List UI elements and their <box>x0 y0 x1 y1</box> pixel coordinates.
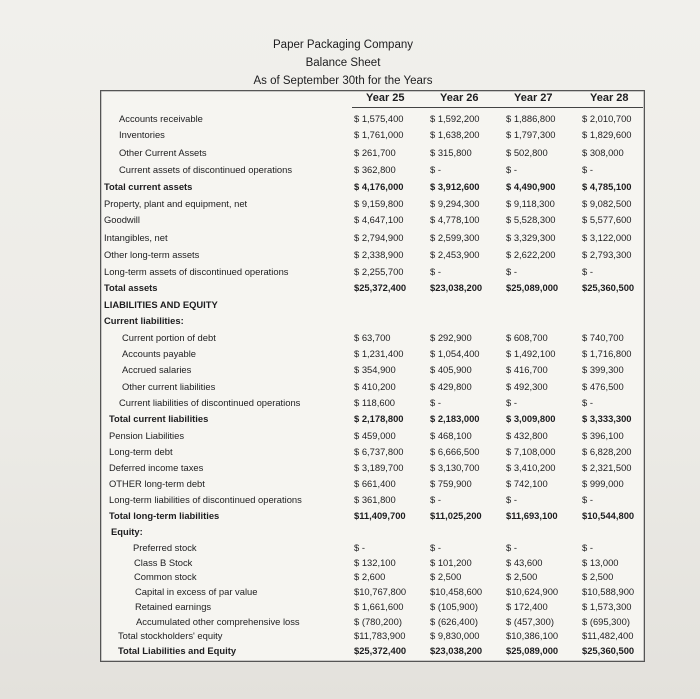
cell: $ 410,200 <box>354 381 396 392</box>
cell: $23,038,200 <box>430 645 483 656</box>
cell: $11,409,700 <box>354 510 406 521</box>
cell: $ 3,009,800 <box>506 413 556 424</box>
cell: $ 459,000 <box>354 430 396 441</box>
cell: $ - <box>582 397 593 408</box>
row-label: Current liabilities of discontinued operations <box>119 397 301 408</box>
row-label: Deferred income taxes <box>109 462 204 473</box>
cell: $ 9,159,800 <box>354 198 404 209</box>
cell: $ (780,200) <box>354 616 402 627</box>
cell: $ 2,500 <box>582 571 614 582</box>
table-row <box>100 600 643 614</box>
table-row <box>100 615 643 629</box>
table-row <box>100 180 643 194</box>
cell: $ 492,300 <box>506 381 548 392</box>
cell: $ 315,800 <box>430 147 472 158</box>
cell: $10,624,900 <box>506 586 559 597</box>
cell: $11,693,100 <box>506 510 558 521</box>
cell: $ - <box>582 164 593 175</box>
cell: $ 361,800 <box>354 494 396 505</box>
cell: $ - <box>354 542 365 553</box>
cell: $ 4,647,100 <box>354 214 404 225</box>
cell: $ 9,118,300 <box>506 198 555 209</box>
table-row <box>100 412 643 426</box>
row-label: Intangibles, net <box>104 232 168 243</box>
row-label: Pension Liabilities <box>109 430 185 441</box>
cell: $ 2,500 <box>430 571 462 582</box>
cell: $ 1,592,200 <box>430 113 480 124</box>
cell: $ - <box>430 494 441 505</box>
row-label: Current portion of debt <box>122 332 216 343</box>
row-label: Property, plant and equipment, net <box>104 198 248 209</box>
cell: $ 2,453,900 <box>430 249 480 260</box>
cell: $ 101,200 <box>430 557 472 568</box>
cell: $ 5,577,600 <box>582 214 632 225</box>
row-label: OTHER long-term debt <box>109 478 205 489</box>
row-label: Total current assets <box>104 181 193 192</box>
table-row <box>100 347 643 361</box>
row-label: Total long-term liabilities <box>109 510 220 521</box>
cell: $ 63,700 <box>354 332 391 343</box>
cell: $10,544,800 <box>582 510 635 521</box>
cell: $ 3,329,300 <box>506 232 556 243</box>
cell: $ 399,300 <box>582 364 624 375</box>
cell: $10,767,800 <box>354 586 407 597</box>
cell: $ - <box>506 164 517 175</box>
cell: $ 2,622,200 <box>506 249 556 260</box>
col-header-year25: Year 25 <box>366 92 405 104</box>
cell: $ 2,500 <box>506 571 538 582</box>
cell: $ 1,575,400 <box>354 113 404 124</box>
cell: $10,458,600 <box>430 586 483 597</box>
table-row <box>100 477 643 491</box>
cell: $10,386,100 <box>506 630 559 641</box>
table-row <box>100 112 643 126</box>
cell: $ 4,490,900 <box>506 181 556 192</box>
cell: $ 999,000 <box>582 478 624 489</box>
table-row <box>100 363 643 377</box>
row-label: Accounts receivable <box>119 113 203 124</box>
table-row <box>100 281 643 295</box>
cell: $ 502,800 <box>506 147 548 158</box>
cell: $ 9,830,000 <box>430 630 480 641</box>
cell: $25,089,000 <box>506 645 559 656</box>
table-row <box>100 128 643 142</box>
table-row <box>100 629 643 643</box>
cell: $ 3,130,700 <box>430 462 480 473</box>
cell: $ 261,700 <box>354 147 396 158</box>
cell: $ - <box>506 494 517 505</box>
row-label: Retained earnings <box>135 601 212 612</box>
header-rule <box>352 107 643 108</box>
cell: $ 9,294,300 <box>430 198 480 209</box>
cell: $ 740,700 <box>582 332 624 343</box>
cell: $ (695,300) <box>582 616 630 627</box>
cell: $ (105,900) <box>430 601 478 612</box>
table-row <box>100 493 643 507</box>
cell: $ 43,600 <box>506 557 543 568</box>
cell: $ 5,528,300 <box>506 214 556 225</box>
cell: $ - <box>582 542 593 553</box>
table-row <box>100 380 643 394</box>
table-row <box>100 570 643 584</box>
cell: $ 7,108,000 <box>506 446 556 457</box>
cell: $ 1,638,200 <box>430 129 480 140</box>
cell: $ 2,183,000 <box>430 413 480 424</box>
section-heading <box>100 298 643 312</box>
table-row <box>100 248 643 262</box>
cell: $23,038,200 <box>430 282 483 293</box>
cell: $ 1,054,400 <box>430 348 480 359</box>
section-heading <box>100 525 643 539</box>
cell: $ 432,800 <box>506 430 548 441</box>
col-header-year28: Year 28 <box>590 92 629 104</box>
cell: $ 3,122,000 <box>582 232 632 243</box>
cell: $ 1,661,600 <box>354 601 404 612</box>
cell: $ 362,800 <box>354 164 396 175</box>
cell: $25,360,500 <box>582 282 635 293</box>
row-label: Inventories <box>119 129 165 140</box>
cell: $ 308,000 <box>582 147 624 158</box>
row-label: Equity: <box>111 526 143 537</box>
row-label: Capital in excess of par value <box>135 586 258 597</box>
col-header-year27: Year 27 <box>514 92 553 104</box>
cell: $ 354,900 <box>354 364 396 375</box>
cell: $ 608,700 <box>506 332 548 343</box>
table-row <box>100 429 643 443</box>
cell: $10,588,900 <box>582 586 635 597</box>
cell: $ 4,176,000 <box>354 181 404 192</box>
cell: $ - <box>430 164 441 175</box>
table-row <box>100 445 643 459</box>
cell: $ (626,400) <box>430 616 478 627</box>
row-label: Goodwill <box>104 214 140 225</box>
cell: $11,482,400 <box>582 630 634 641</box>
cell: $ 476,500 <box>582 381 624 392</box>
cell: $ 759,900 <box>430 478 472 489</box>
cell: $ 6,666,500 <box>430 446 480 457</box>
cell: $11,025,200 <box>430 510 482 521</box>
table-row <box>100 197 643 211</box>
cell: $ 118,600 <box>354 397 396 408</box>
cell: $ - <box>582 494 593 505</box>
row-label: Other Current Assets <box>119 147 207 158</box>
table-row <box>100 331 643 345</box>
table-row <box>100 509 643 523</box>
cell: $ 416,700 <box>506 364 548 375</box>
cell: $ 1,231,400 <box>354 348 404 359</box>
report-title: Balance Sheet <box>305 57 381 69</box>
row-label: Common stock <box>134 571 197 582</box>
cell: $ - <box>506 542 517 553</box>
cell: $ 13,000 <box>582 557 619 568</box>
cell: $ - <box>506 266 517 277</box>
cell: $ 6,737,800 <box>354 446 404 457</box>
table-row <box>100 585 643 599</box>
table-row <box>100 146 643 160</box>
row-label: Total stockholders' equity <box>118 630 223 641</box>
table-row <box>100 644 643 658</box>
table-row <box>100 213 643 227</box>
row-label: Current liabilities: <box>104 315 184 326</box>
cell: $ - <box>582 266 593 277</box>
title-block <box>248 36 438 90</box>
section-heading <box>100 314 643 328</box>
row-label: Total Liabilities and Equity <box>118 645 237 656</box>
cell: $ - <box>430 266 441 277</box>
cell: $ - <box>430 397 441 408</box>
cell: $ 1,886,800 <box>506 113 556 124</box>
cell: $25,372,400 <box>354 645 407 656</box>
cell: $ 3,410,200 <box>506 462 556 473</box>
cell: $ 6,828,200 <box>582 446 632 457</box>
cell: $ 4,785,100 <box>582 181 632 192</box>
cell: $ 3,333,300 <box>582 413 632 424</box>
cell: $ 132,100 <box>354 557 396 568</box>
col-header-year26: Year 26 <box>440 92 479 104</box>
cell: $ 2,178,800 <box>354 413 404 424</box>
cell: $ 2,600 <box>354 571 386 582</box>
cell: $ 661,400 <box>354 478 396 489</box>
cell: $ 396,100 <box>582 430 624 441</box>
row-label: Total current liabilities <box>109 413 209 424</box>
row-label: Current assets of discontinued operations <box>119 164 293 175</box>
table-row <box>100 231 643 245</box>
row-label: Accrued salaries <box>122 364 192 375</box>
cell: $ 468,100 <box>430 430 472 441</box>
cell: $ 9,082,500 <box>582 198 632 209</box>
row-label: Other current liabilities <box>122 381 216 392</box>
company-name: Paper Packaging Company <box>273 39 413 51</box>
row-label: Other long-term assets <box>104 249 200 260</box>
row-label: Long-term debt <box>109 446 173 457</box>
cell: $ 2,599,300 <box>430 232 480 243</box>
cell: $ 1,829,600 <box>582 129 632 140</box>
table-row <box>100 541 643 555</box>
report-period: As of September 30th for the Years <box>253 75 433 87</box>
row-label: Preferred stock <box>133 542 197 553</box>
table-row <box>100 265 643 279</box>
row-label: Long-term liabilities of discontinued operations <box>109 494 302 505</box>
cell: $ 1,716,800 <box>582 348 632 359</box>
cell: $25,372,400 <box>354 282 407 293</box>
cell: $ 3,912,600 <box>430 181 480 192</box>
row-label: Accounts payable <box>122 348 197 359</box>
cell: $ 742,100 <box>506 478 548 489</box>
cell: $ 3,189,700 <box>354 462 404 473</box>
row-label: LIABILITIES AND EQUITY <box>104 299 218 310</box>
cell: $ - <box>506 397 517 408</box>
row-label: Accumulated other comprehensive loss <box>136 616 300 627</box>
cell: $ (457,300) <box>506 616 554 627</box>
cell: $ 172,400 <box>506 601 548 612</box>
cell: $25,089,000 <box>506 282 559 293</box>
table-row <box>100 396 643 410</box>
cell: $25,360,500 <box>582 645 635 656</box>
cell: $ 4,778,100 <box>430 214 480 225</box>
table-row <box>100 461 643 475</box>
cell: $ 292,900 <box>430 332 472 343</box>
cell: $ 2,794,900 <box>354 232 404 243</box>
cell: $ 1,761,000 <box>354 129 404 140</box>
cell: $ 2,321,500 <box>582 462 632 473</box>
cell: $ 429,800 <box>430 381 472 392</box>
cell: $ 1,573,300 <box>582 601 632 612</box>
cell: $ 2,338,900 <box>354 249 404 260</box>
table-row <box>100 163 643 177</box>
cell: $ - <box>430 542 441 553</box>
cell: $ 405,900 <box>430 364 472 375</box>
cell: $11,783,900 <box>354 630 406 641</box>
cell: $ 2,793,300 <box>582 249 632 260</box>
table-row <box>100 556 643 570</box>
cell: $ 2,255,700 <box>354 266 404 277</box>
row-label: Class B Stock <box>134 557 193 568</box>
cell: $ 1,797,300 <box>506 129 556 140</box>
cell: $ 2,010,700 <box>582 113 632 124</box>
cell: $ 1,492,100 <box>506 348 556 359</box>
row-label: Long-term assets of discontinued operations <box>104 266 289 277</box>
row-label: Total assets <box>104 282 158 293</box>
